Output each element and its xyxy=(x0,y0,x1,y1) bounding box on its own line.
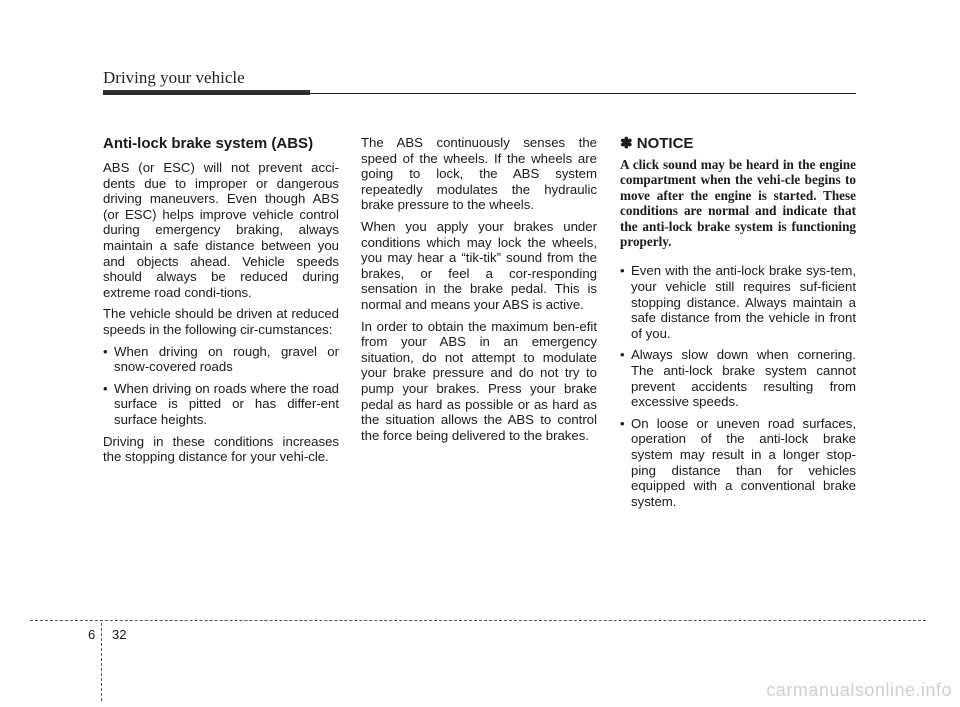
paragraph: ABS (or ESC) will not prevent acci-dents due to improper or dangerous driving maneuvers. Even though ABS (or ESC) helps improve vehicle control during emergency braking, always maintain a safe distance between you and objects ahead. Vehicle speeds should always be reduced during extreme road condi-tions. xyxy=(103,160,339,300)
notice-body: A click sound may be heard in the engine compartment when the vehi-cle begins to move after the engine is started. These conditions are normal and indicate that the anti-lock brake system is functioning properly. xyxy=(620,157,856,250)
header-rule xyxy=(103,93,856,94)
list-item: • When driving on roads where the road surface is pitted or has differ-ent surface heights. xyxy=(103,381,339,428)
paragraph: The vehicle should be driven at reduced speeds in the following cir-cumstances: xyxy=(103,306,339,337)
column-2 xyxy=(361,135,597,449)
column-1 xyxy=(103,135,339,471)
section-heading: Anti-lock brake system (ABS) xyxy=(103,135,314,152)
bullet-list xyxy=(103,344,339,428)
paragraph: The ABS continuously senses the speed of the wheels. If the wheels are going to lock, the ABS system repeatedly modulates the hydraulic brake pressure to the wheels. xyxy=(361,135,597,213)
page-header-title: Driving your vehicle xyxy=(103,68,245,87)
paragraph: When you apply your brakes under conditions which may lock the wheels, you may hear a “tik-tik” sound from the brakes, or feel a cor-responding sensation in the brake pedal. This is normal and means your ABS is active. xyxy=(361,218,597,312)
list-item: • On loose or uneven road surfaces, operation of the anti-lock brake system may result in a longer stop-ping distance than for vehicles equipped with a conventional brake system. xyxy=(620,416,856,510)
column-3 xyxy=(620,135,856,515)
list-item: • Always slow down when cornering. The anti-lock brake system cannot prevent accidents resulting from excessive speeds. xyxy=(620,347,856,409)
paragraph: Driving in these conditions increases the stopping distance for your vehi-cle. xyxy=(103,433,339,465)
footer-divider xyxy=(30,620,926,621)
list-item: • Even with the anti-lock brake sys-tem, your vehicle still requires suf-ficient stopping distance. Always maintain a safe distance from the vehicle in front of you. xyxy=(620,263,856,341)
list-item: • When driving on rough, gravel or snow-covered roads xyxy=(103,344,339,375)
bullet-list xyxy=(620,263,856,509)
footer-vertical-divider xyxy=(101,623,102,701)
paragraph: In order to obtain the maximum ben-efit from your ABS in an emergency situation, do not attempt to modulate your brake pressure and do not try to pump your brakes. Press your brake pedal as hard as possible or as hard as the situation allows the ABS to control the force being delivered to the brakes. xyxy=(361,318,597,443)
notice-title: ✽ NOTICE xyxy=(620,135,694,152)
page-number: 32 xyxy=(112,627,127,642)
watermark: carmanualsonline.info xyxy=(766,680,952,700)
section-number: 6 xyxy=(88,627,96,642)
